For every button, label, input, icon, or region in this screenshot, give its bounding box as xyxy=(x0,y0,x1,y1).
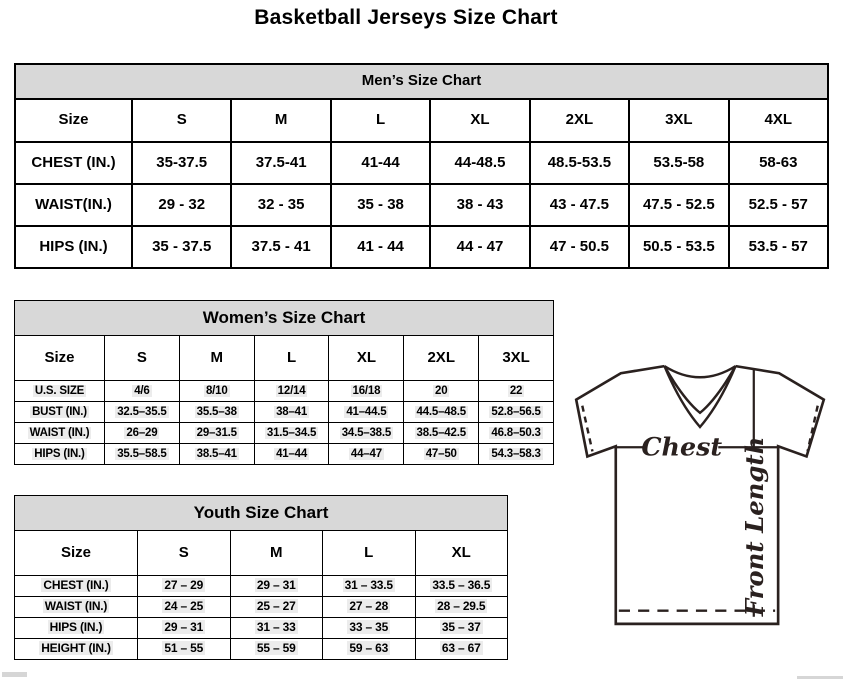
highlighted-text: 12/14 xyxy=(277,384,306,397)
table-row xyxy=(15,618,508,639)
column-header: L xyxy=(323,531,416,576)
size-value-cell: 53.5 - 57 xyxy=(729,226,828,268)
highlighted-text: 51 – 55 xyxy=(164,641,204,656)
size-header-row xyxy=(15,531,508,576)
table-row xyxy=(15,639,508,660)
highlighted-text: 35 – 37 xyxy=(441,620,481,635)
highlighted-text: 35.5–58.5 xyxy=(117,447,167,460)
column-header: L xyxy=(331,99,430,142)
row-label: HIPS (IN.) xyxy=(15,226,132,268)
highlighted-text: 29–31.5 xyxy=(196,426,237,439)
jersey-collar-vneck-line xyxy=(664,366,735,427)
scrollbar-fragment-left[interactable] xyxy=(2,672,27,677)
highlighted-text: 33 – 35 xyxy=(349,620,389,635)
size-value-cell: 37.5 - 41 xyxy=(231,226,330,268)
size-value-cell: 41-44 xyxy=(331,142,430,184)
highlighted-text: 44–47 xyxy=(350,447,382,460)
column-header: XL xyxy=(415,531,508,576)
size-value-cell xyxy=(323,597,416,618)
womens-table-title: Women’s Size Chart xyxy=(15,301,554,336)
column-header: L xyxy=(254,336,329,381)
row-label xyxy=(15,423,105,444)
size-value-cell: 50.5 - 53.5 xyxy=(629,226,728,268)
size-value-cell: 35 - 38 xyxy=(331,184,430,226)
size-value-cell xyxy=(254,423,329,444)
size-value-cell xyxy=(105,444,180,465)
row-label xyxy=(15,402,105,423)
highlighted-text: 34.5–38.5 xyxy=(341,426,392,439)
highlighted-text: 59 – 63 xyxy=(349,641,389,656)
row-label xyxy=(15,597,138,618)
size-value-cell xyxy=(138,597,231,618)
youth-size-table xyxy=(14,495,508,660)
table-row xyxy=(15,184,828,226)
row-label: WAIST(IN.) xyxy=(15,184,132,226)
highlighted-text: 26–29 xyxy=(126,426,158,439)
highlighted-text: 63 – 67 xyxy=(441,641,481,656)
size-value-cell: 47 - 50.5 xyxy=(530,226,629,268)
column-header: 2XL xyxy=(530,99,629,142)
column-header: 3XL xyxy=(479,336,554,381)
highlighted-text: 27 – 29 xyxy=(164,578,204,593)
size-value-cell xyxy=(105,402,180,423)
size-value-cell xyxy=(479,402,554,423)
front-length-label: Front Length xyxy=(739,436,769,617)
size-value-cell: 58-63 xyxy=(729,142,828,184)
highlighted-text: 25 – 27 xyxy=(256,599,296,614)
highlighted-text: 4/6 xyxy=(134,384,150,397)
column-header: S xyxy=(132,99,231,142)
highlighted-text: 47–50 xyxy=(425,447,457,460)
column-header: 2XL xyxy=(404,336,479,381)
table-row xyxy=(15,381,554,402)
highlighted-text: 38.5–41 xyxy=(196,447,237,460)
highlighted-text: 33.5 – 36.5 xyxy=(432,578,491,593)
row-label: CHEST (IN.) xyxy=(15,142,132,184)
size-header-label: Size xyxy=(15,531,138,576)
highlighted-text: HIPS (IN.) xyxy=(49,620,103,635)
size-value-cell xyxy=(404,381,479,402)
size-value-cell xyxy=(479,423,554,444)
highlighted-text: 29 – 31 xyxy=(164,620,204,635)
size-value-cell: 32 - 35 xyxy=(231,184,330,226)
column-header: XL xyxy=(329,336,404,381)
size-value-cell xyxy=(404,444,479,465)
size-value-cell xyxy=(179,402,254,423)
highlighted-text: WAIST (IN.) xyxy=(29,426,90,439)
highlighted-text: 31.5–34.5 xyxy=(266,426,317,439)
mens-size-table xyxy=(14,63,829,269)
jersey-measurement-diagram xyxy=(563,358,837,632)
highlighted-text: 35.5–38 xyxy=(196,405,237,418)
size-value-cell xyxy=(404,423,479,444)
size-value-cell xyxy=(415,597,508,618)
highlighted-text: 31 – 33 xyxy=(256,620,296,635)
size-value-cell xyxy=(179,444,254,465)
size-value-cell xyxy=(230,597,323,618)
size-value-cell xyxy=(323,639,416,660)
size-header-label: Size xyxy=(15,336,105,381)
size-value-cell: 53.5-58 xyxy=(629,142,728,184)
size-value-cell: 35-37.5 xyxy=(132,142,231,184)
youth-table-title: Youth Size Chart xyxy=(15,496,508,531)
highlighted-text: 52.8–56.5 xyxy=(491,405,541,418)
size-value-cell: 47.5 - 52.5 xyxy=(629,184,728,226)
size-value-cell xyxy=(323,576,416,597)
size-header-row xyxy=(15,99,828,142)
table-row xyxy=(15,444,554,465)
highlighted-text: 27 – 28 xyxy=(349,599,389,614)
size-value-cell xyxy=(179,381,254,402)
highlighted-text: 41–44.5 xyxy=(346,405,387,418)
size-value-cell xyxy=(329,381,404,402)
row-label xyxy=(15,381,105,402)
highlighted-text: CHEST (IN.) xyxy=(43,578,109,593)
size-value-cell xyxy=(138,576,231,597)
highlighted-text: 22 xyxy=(509,384,523,397)
row-label xyxy=(15,618,138,639)
size-value-cell: 43 - 47.5 xyxy=(530,184,629,226)
table-row xyxy=(15,597,508,618)
highlighted-text: 8/10 xyxy=(205,384,228,397)
size-value-cell xyxy=(230,639,323,660)
size-value-cell xyxy=(415,576,508,597)
chest-label: Chest xyxy=(641,431,723,462)
size-value-cell: 38 - 43 xyxy=(430,184,529,226)
column-header: S xyxy=(138,531,231,576)
size-value-cell xyxy=(415,618,508,639)
size-value-cell xyxy=(329,444,404,465)
jersey-outline-shape xyxy=(576,366,824,624)
highlighted-text: 31 – 33.5 xyxy=(344,578,393,593)
table-row xyxy=(15,402,554,423)
column-header: M xyxy=(179,336,254,381)
table-row xyxy=(15,142,828,184)
size-value-cell: 44 - 47 xyxy=(430,226,529,268)
size-value-cell xyxy=(138,639,231,660)
size-value-cell xyxy=(254,402,329,423)
size-value-cell: 52.5 - 57 xyxy=(729,184,828,226)
size-value-cell xyxy=(404,402,479,423)
highlighted-text: 44.5–48.5 xyxy=(416,405,466,418)
highlighted-text: 16/18 xyxy=(352,384,381,397)
column-header: XL xyxy=(430,99,529,142)
size-value-cell: 44-48.5 xyxy=(430,142,529,184)
jersey-collar-back-line xyxy=(664,366,735,377)
table-row xyxy=(15,423,554,444)
highlighted-text: 41–44 xyxy=(276,447,308,460)
highlighted-text: 38.5–42.5 xyxy=(416,426,466,439)
highlighted-text: WAIST (IN.) xyxy=(44,599,108,614)
row-label xyxy=(15,576,138,597)
row-label xyxy=(15,444,105,465)
size-value-cell xyxy=(138,618,231,639)
size-header-label: Size xyxy=(15,99,132,142)
size-value-cell xyxy=(323,618,416,639)
size-value-cell xyxy=(230,618,323,639)
highlighted-text: 20 xyxy=(435,384,448,397)
size-value-cell xyxy=(329,423,404,444)
highlighted-text: 38–41 xyxy=(276,405,308,418)
table-row xyxy=(15,576,508,597)
size-value-cell xyxy=(479,381,554,402)
womens-size-table xyxy=(14,300,554,465)
highlighted-text: 54.3–58.3 xyxy=(491,447,541,460)
size-value-cell xyxy=(415,639,508,660)
size-value-cell: 37.5-41 xyxy=(231,142,330,184)
size-value-cell: 41 - 44 xyxy=(331,226,430,268)
column-header: M xyxy=(230,531,323,576)
row-label xyxy=(15,639,138,660)
highlighted-text: 24 – 25 xyxy=(164,599,204,614)
highlighted-text: 46.8–50.3 xyxy=(491,426,541,439)
table-row xyxy=(15,226,828,268)
highlighted-text: BUST (IN.) xyxy=(32,405,87,418)
column-header: 3XL xyxy=(629,99,728,142)
column-header: 4XL xyxy=(729,99,828,142)
column-header: S xyxy=(105,336,180,381)
highlighted-text: 28 – 29.5 xyxy=(437,599,486,614)
mens-table-title: Men’s Size Chart xyxy=(15,64,828,99)
size-value-cell xyxy=(254,444,329,465)
size-value-cell xyxy=(105,423,180,444)
column-header: M xyxy=(231,99,330,142)
highlighted-text: 32.5–35.5 xyxy=(117,405,167,418)
size-value-cell: 48.5-53.5 xyxy=(530,142,629,184)
size-value-cell: 35 - 37.5 xyxy=(132,226,231,268)
size-header-row xyxy=(15,336,554,381)
highlighted-text: U.S. SIZE xyxy=(34,384,85,397)
size-value-cell: 29 - 32 xyxy=(132,184,231,226)
highlighted-text: 55 – 59 xyxy=(256,641,296,656)
size-value-cell xyxy=(230,576,323,597)
highlighted-text: HEIGHT (IN.) xyxy=(41,641,111,656)
page-title: Basketball Jerseys Size Chart xyxy=(254,6,558,29)
size-value-cell xyxy=(105,381,180,402)
size-value-cell xyxy=(254,381,329,402)
size-value-cell xyxy=(479,444,554,465)
highlighted-text: 29 – 31 xyxy=(256,578,296,593)
size-value-cell xyxy=(179,423,254,444)
size-value-cell xyxy=(329,402,404,423)
highlighted-text: HIPS (IN.) xyxy=(34,447,85,460)
